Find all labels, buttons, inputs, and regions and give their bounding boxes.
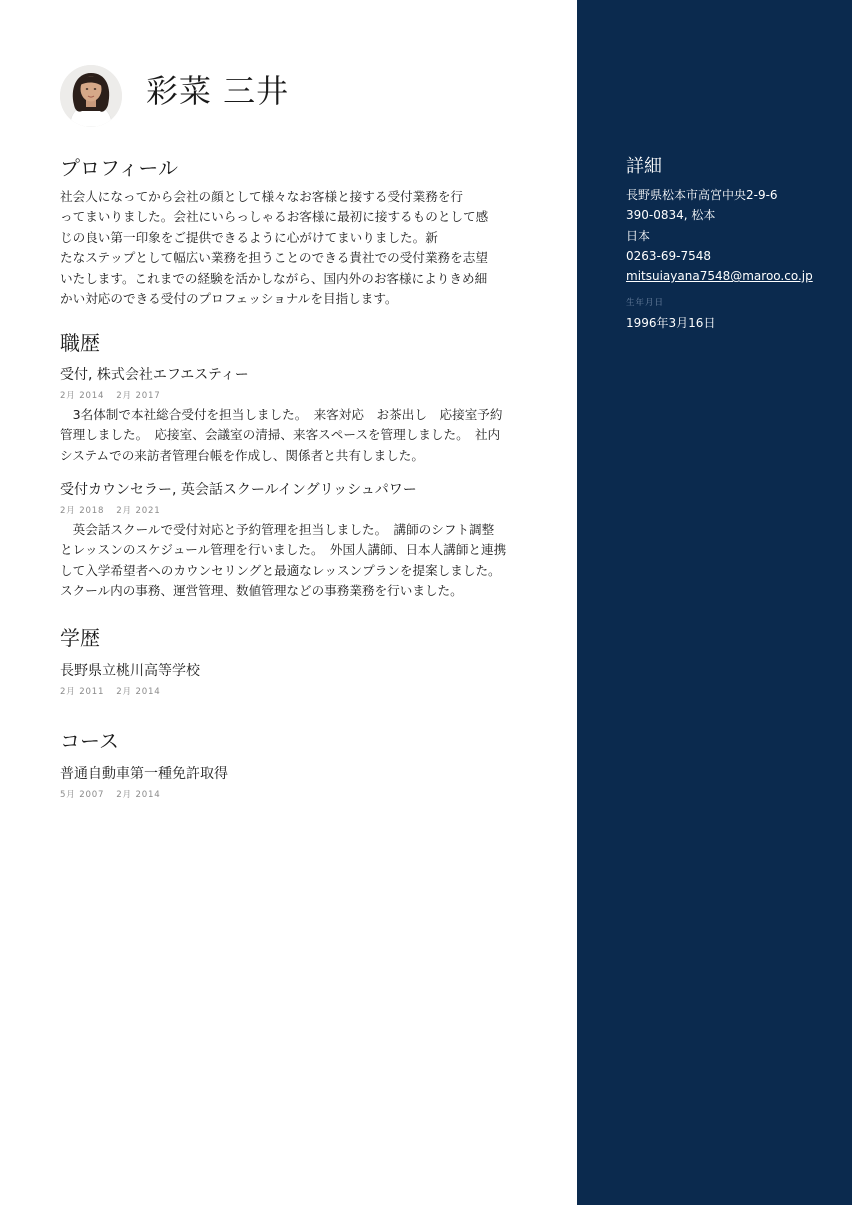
profile-line: 社会人になってから会社の顔として様々なお客様と接する受付業務を行	[60, 189, 463, 204]
birth-date-label: 生年月日	[626, 298, 665, 308]
description-line: システムでの来訪者管理台帳を作成し、関係者と共有しました。	[60, 447, 424, 463]
profile-photo	[60, 65, 122, 127]
description-line: スクール内の事務、運営管理、数値管理などの事務業務を行いました。	[60, 583, 463, 599]
end-date: 2月 2014	[116, 790, 161, 800]
profile-text	[60, 187, 530, 309]
profile-line: じの良い第一印象をご提供できるように心がけてまいりました。新	[60, 229, 438, 245]
description-line: して入学希望者へのカウンセリングと最適なレッスンプランを提案しました。	[60, 562, 501, 578]
course-dates	[60, 788, 161, 800]
job-title: 受付カウンセラー, 英会話スクールイングリッシュパワー	[60, 482, 417, 498]
profile-line: たなステップとして幅広い業務を担うことのできる貴社での受付業務を志望	[60, 250, 488, 266]
description-line: 管理しました。 応接室、会議室の清掃、来客スペースを管理しました。 社内	[60, 427, 501, 443]
employment-heading: 職歴	[60, 331, 100, 355]
job-dates	[60, 504, 161, 516]
phone: 0263-69-7548	[626, 248, 712, 263]
birth-date: 1996年3月16日	[626, 316, 716, 330]
school-name: 長野県立桃川高等学校	[60, 663, 200, 679]
postal-city: 390-0834, 松本	[626, 208, 716, 223]
description-line: 英会話スクールで受付対応と予約管理を担当しました。 講師のシフト調整	[60, 522, 495, 537]
profile-line: かい対応のできる受付のプロフェッショナルを目指します。	[60, 291, 398, 307]
start-date: 2月 2014	[60, 391, 105, 401]
job-title: 受付, 株式会社エフエスティー	[60, 367, 249, 383]
description-line: とレッスンのスケジュール管理を行いました。 外国人講師、日本人講師と連携	[60, 542, 507, 558]
avatar	[60, 65, 122, 127]
description-line: 3名体制で本社総合受付を担当しました。 来客対応 お茶出し 応接室予約	[60, 407, 503, 422]
email-link[interactable]: mitsuiayana7548@maroo.co.jp	[626, 269, 813, 284]
job-description	[60, 520, 530, 602]
education-heading: 学歴	[60, 626, 100, 650]
course-name: 普通自動車第一種免許取得	[60, 766, 228, 782]
profile-line: ってまいりました。会社にいらっしゃるお客様に最初に接するものとして感	[60, 209, 489, 225]
job-dates	[60, 389, 161, 401]
contact-details	[626, 185, 813, 286]
courses-heading: コース	[60, 729, 119, 753]
candidate-name: 彩菜 三井	[146, 72, 290, 110]
job-description	[60, 405, 530, 466]
start-date: 2月 2011	[60, 687, 105, 697]
details-sidebar	[577, 0, 852, 1205]
end-date: 2月 2017	[116, 391, 161, 401]
country: 日本	[626, 228, 651, 243]
profile-heading: プロフィール	[60, 156, 178, 180]
education-dates	[60, 685, 161, 697]
end-date: 2月 2021	[116, 506, 161, 516]
profile-line: いたします。これまでの経験を活かしながら、国内外のお客様によりきめ細	[60, 270, 488, 286]
start-date: 5月 2007	[60, 790, 105, 800]
end-date: 2月 2014	[116, 687, 161, 697]
start-date: 2月 2018	[60, 506, 105, 516]
address: 長野県松本市高宮中央2-9-6	[626, 188, 778, 202]
details-heading: 詳細	[626, 156, 662, 177]
